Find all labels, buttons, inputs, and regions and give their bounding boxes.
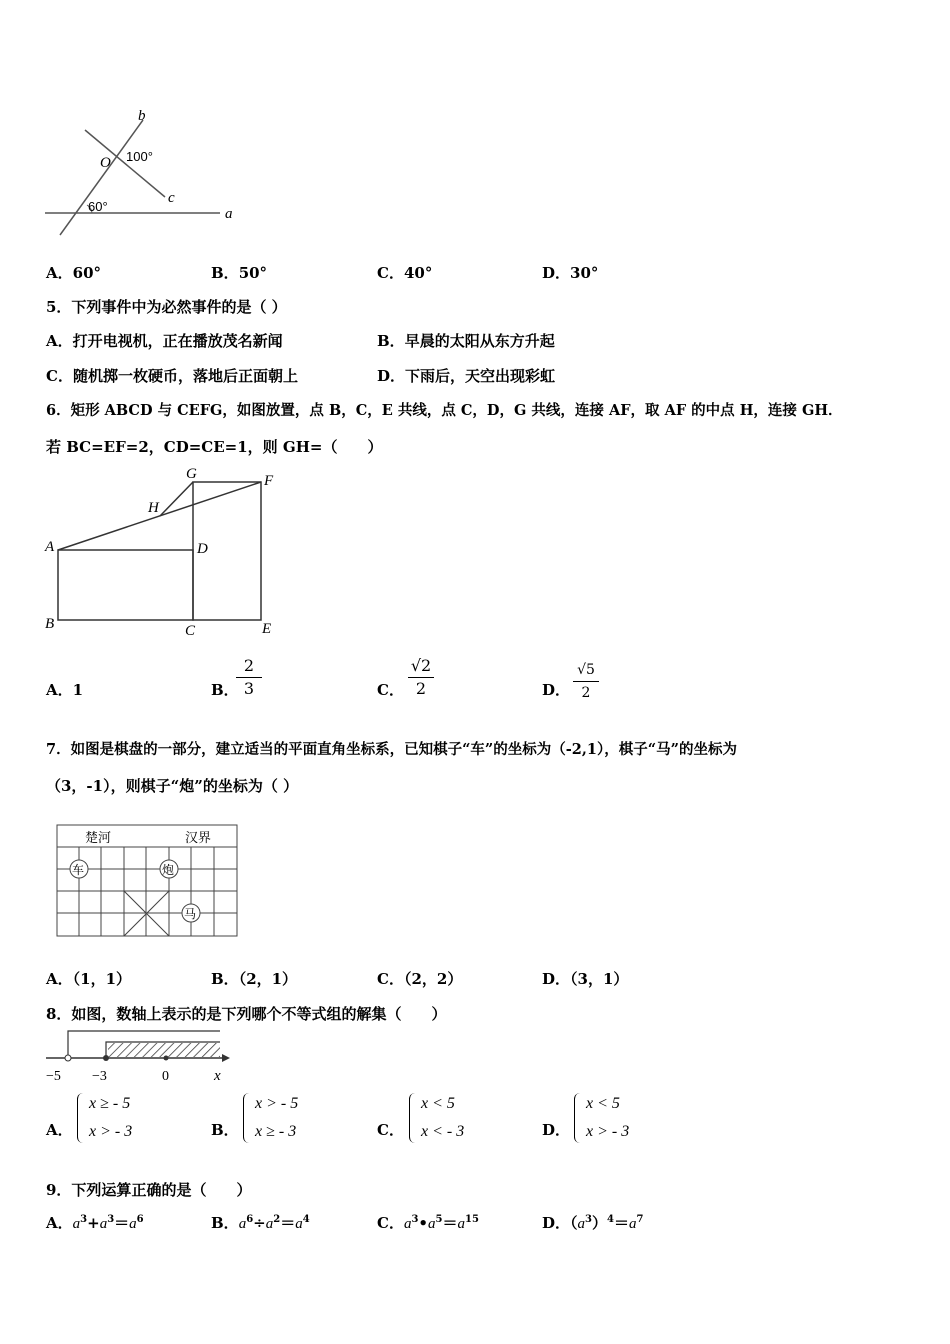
q9-option-d[interactable] [542,1212,643,1233]
q6-option-c-fraction [408,656,434,699]
option-label: B． [211,1214,239,1232]
q8-number-line [44,1028,234,1086]
expr-exp: 3 [80,1214,88,1225]
label-c: C [185,623,196,639]
label-b: B [45,616,55,632]
label-o: O [100,155,111,171]
q5-option-b[interactable] [377,330,555,351]
label-e: E [262,621,272,637]
q7-option-d[interactable] [542,968,628,989]
label-g: G [186,466,197,482]
label-60: 60° [88,199,108,214]
expr-exp: 5 [435,1214,443,1225]
segment-af [58,482,261,550]
brace-icon [409,1093,418,1143]
expr-op: + [87,1214,100,1232]
label-a: a [225,206,233,222]
rect-abcd [58,550,193,620]
q8-option-c[interactable] [377,1119,404,1140]
option-label: A． [46,1121,73,1139]
option-label: D． [542,970,571,988]
label-f: F [264,473,274,489]
fraction-denominator: 2 [581,685,591,701]
q5-option-d[interactable] [377,365,555,386]
q4-option-a[interactable] [46,262,101,283]
option-label: C． [377,970,404,988]
fraction-bar [408,677,434,678]
option-value: （2，1） [238,970,298,988]
brace-icon [574,1093,583,1143]
piece-pao: 炮 [162,863,175,877]
q4-option-c[interactable] [377,262,432,283]
expr-exp: 7 [636,1214,644,1225]
system-row-1: x > - 5 [255,1095,299,1112]
option-value: （3，1） [570,970,629,988]
axis-label-x: x [214,1068,221,1084]
system-row-1: x < 5 [421,1095,455,1112]
line-c [85,130,165,197]
expr-eq: ＝ [442,1214,458,1232]
q9-option-c[interactable] [377,1212,479,1233]
q8-option-d-system [574,1093,664,1149]
option-label: A． [46,264,73,282]
expr-eq: ＝ [280,1214,296,1232]
fraction-denominator: 2 [415,679,427,698]
expr-exp: 2 [273,1214,281,1225]
expr-base: a [238,1216,247,1232]
fraction-numerator: 2 [243,656,255,675]
q7-option-c[interactable] [377,968,462,989]
fraction-denominator: 3 [243,679,255,698]
point-zero [164,1056,169,1061]
label-h: H [148,500,159,516]
system-row-2: x > - 3 [89,1123,133,1140]
q5-stem: 5．下列事件中为必然事件的是（ ） [46,298,287,316]
q7-stem-line2: （3，-1），则棋子“炮”的坐标为（ ） [46,777,299,795]
expr-exp: 6 [136,1214,144,1225]
option-value: 60° [72,264,102,282]
option-label: B． [211,681,239,699]
q6-option-d-fraction [573,660,599,703]
label-100: 100° [126,149,153,164]
option-label: D． [542,1121,571,1139]
line-b [60,120,143,235]
option-label: C． [377,1214,404,1232]
option-label: C． [46,367,73,385]
point-minus3-filled [103,1055,109,1061]
option-value: 50° [238,264,268,282]
q4-option-d[interactable] [542,262,598,283]
tick-zero: 0 [162,1069,169,1084]
solution-hatch [108,1043,220,1057]
q6-option-c[interactable] [377,679,404,700]
option-value: 随机掷一枚硬币，落地后正面朝上 [72,367,298,385]
expr-base: a [577,1216,586,1232]
expr-eq: ＝ [613,1214,629,1232]
q6-stem-line1: 6．矩形 ABCD 与 CEFG，如图放置，点 B，C，E 共线，点 C，D，G 共线，连接 AF，取 AF 的中点 H，连接 GH． [46,402,843,419]
brace-icon [243,1093,252,1143]
piece-ju: 车 [72,863,85,877]
q8-option-d[interactable] [542,1119,570,1140]
expr-exp: 15 [465,1214,479,1225]
q6-stem-line2: 若 BC=EF=2，CD=CE=1，则 GH=（ ） [46,438,383,456]
expr-op: • [418,1214,429,1232]
label-a: A [45,539,55,555]
label-c: c [168,190,175,206]
q8-option-a-system [77,1093,167,1149]
expr-base: a [295,1216,303,1232]
fraction-numerator: √2 [410,656,432,675]
expr-base: a [428,1216,436,1232]
expr-base: a [403,1216,412,1232]
option-value: （2，2） [403,970,463,988]
expr-exp: 6 [246,1214,254,1225]
option-value: 下雨后，天空出现彩虹 [405,367,556,385]
expr-base: a [457,1216,465,1232]
q6-option-b[interactable] [211,679,239,700]
expr-base: a [629,1216,637,1232]
fraction-bar [236,677,262,678]
system-row-2: x > - 3 [586,1123,630,1140]
option-label: D． [542,681,571,699]
q8-stem: 8．如图，数轴上表示的是下列哪个不等式组的解集（ ） [46,1005,447,1023]
system-row-2: x ≥ - 3 [255,1123,297,1140]
expr-exp: 3 [107,1214,115,1225]
q8-option-b[interactable] [211,1119,239,1140]
option-value: 40° [403,264,433,282]
option-value: 1 [72,681,84,699]
label-d: D [197,541,208,557]
point-minus5-open [65,1055,71,1061]
option-label: C． [377,681,404,699]
expr-exp: 4 [607,1214,614,1225]
q8-option-c-system [409,1093,499,1149]
option-value: 30° [570,264,599,282]
option-label: B． [211,264,239,282]
option-label: A． [46,332,73,350]
expr-base: a [265,1216,274,1232]
q4-figure [40,105,250,240]
system-row-1: x ≥ - 5 [89,1095,131,1112]
option-label: C． [377,1121,404,1139]
tick-minus3: −3 [92,1069,107,1084]
q9-option-a[interactable] [46,1212,144,1233]
q7-stem-line1: 7．如图是棋盘的一部分，建立适当的平面直角坐标系，已知棋子“车”的坐标为（-2,1），棋子“马”的坐标为 [46,741,737,758]
q7-chessboard [55,823,241,939]
river-text-left: 楚河 [85,831,112,846]
brace-icon [77,1093,86,1143]
piece-ma: 马 [184,907,197,921]
expr-exp: 4 [302,1214,310,1225]
system-row-2: x < - 3 [421,1123,465,1140]
option-label: D． [542,264,571,282]
expr-exp: 3 [585,1214,592,1225]
label-b: b [138,108,146,124]
q9-option-b[interactable] [211,1212,310,1233]
q6-option-b-fraction [236,656,262,699]
option-label: A． [46,681,73,699]
expr-base: a [129,1216,137,1232]
option-value: 打开电视机，正在播放茂名新闻 [72,332,283,350]
q6-option-d[interactable] [542,679,570,700]
fraction-bar [573,681,599,682]
option-label: B． [211,970,239,988]
option-label: C． [377,264,404,282]
q7-option-a[interactable] [46,968,131,989]
option-label: B． [377,332,405,350]
tick-minus5: −5 [46,1069,61,1084]
expr-eq: ＝ [114,1214,130,1232]
expr-paren: ） [592,1214,608,1232]
q8-option-a[interactable] [46,1119,73,1140]
option-label: B． [211,1121,239,1139]
option-label: D． [542,1214,571,1232]
option-label: A． [46,1214,73,1232]
axis-arrow [222,1054,230,1062]
river-text-right: 汉界 [185,831,212,846]
expr-paren: （ [570,1214,578,1232]
option-label: D． [377,367,406,385]
q9-stem: 9．下列运算正确的是（ ） [46,1181,252,1199]
q5-option-c[interactable] [46,365,298,386]
q7-option-b[interactable] [211,968,297,989]
option-value: （1，1） [72,970,132,988]
q6-option-a[interactable] [46,679,83,700]
fraction-numerator: √5 [577,662,595,678]
expr-base: a [99,1216,108,1232]
q5-option-a[interactable] [46,330,283,351]
q8-option-b-system [243,1093,333,1149]
expr-exp: 3 [411,1214,419,1225]
system-row-1: x < 5 [586,1095,620,1112]
option-label: A． [46,970,73,988]
expr-base: a [72,1216,81,1232]
expr-op: ÷ [253,1214,266,1232]
q6-figure [40,462,285,642]
q4-option-b[interactable] [211,262,267,283]
option-value: 早晨的太阳从东方升起 [404,332,555,350]
